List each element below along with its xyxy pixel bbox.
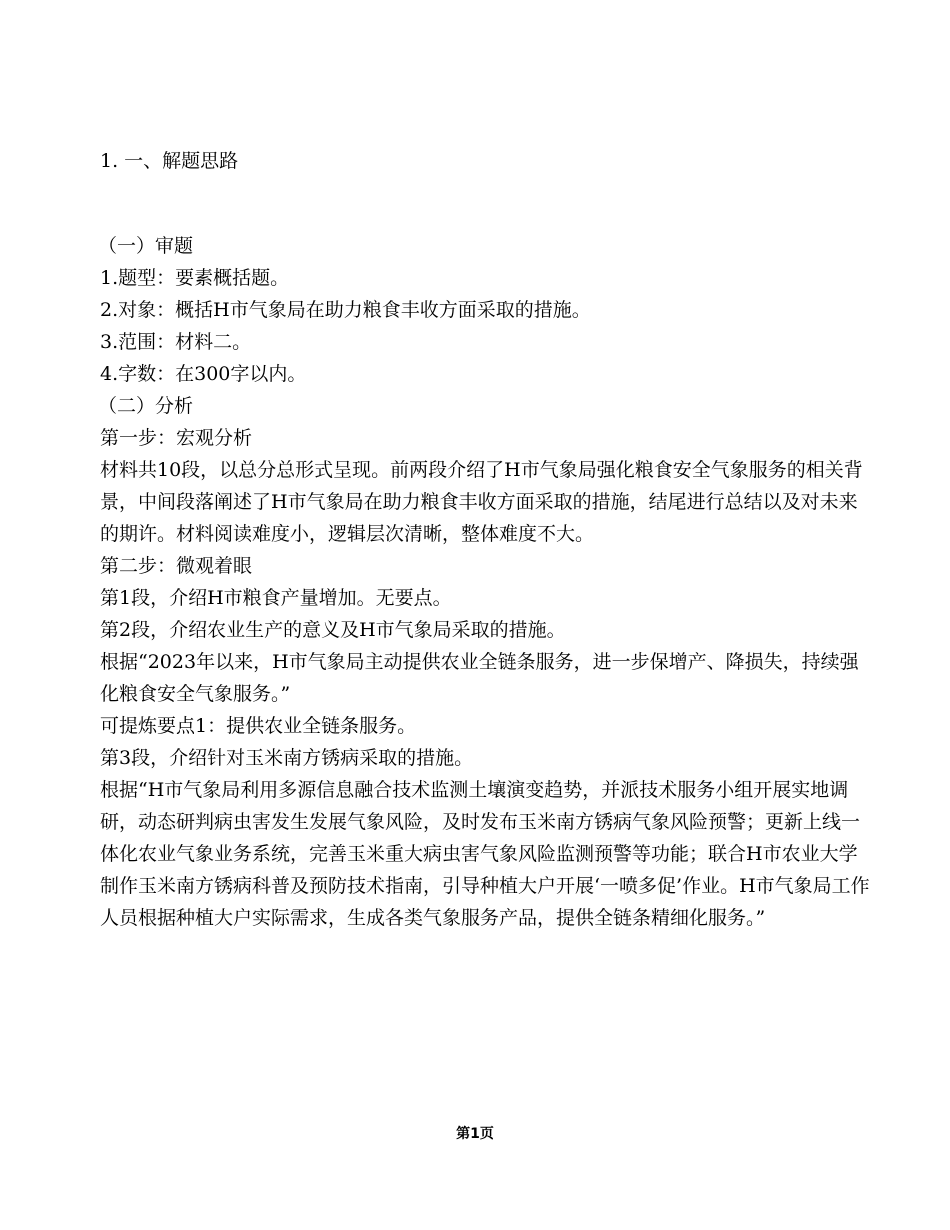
quote-paragraph-2: 根据“2023年以来，H市气象局主动提供农业全链条服务，进一步保增产、降损失，持续强化粮食安全气象服务。” bbox=[100, 651, 859, 705]
paragraph-3-note: 第3段，介绍针对玉米南方锈病采取的措施。 bbox=[100, 747, 474, 769]
item-question-type: 1.题型：要素概括题。 bbox=[100, 267, 290, 289]
item-object: 2.对象：概括H市气象局在助力粮食丰收方面采取的措施。 bbox=[100, 299, 591, 321]
paragraph-2-note: 第2段，介绍农业生产的意义及H市气象局采取的措施。 bbox=[100, 619, 566, 641]
key-point-1: 可提炼要点1：提供农业全链条服务。 bbox=[100, 715, 417, 737]
document-body bbox=[100, 230, 870, 934]
paragraph-1-note: 第1段，介绍H市粮食产量增加。无要点。 bbox=[100, 587, 452, 609]
item-word-count: 4.字数：在300字以内。 bbox=[100, 363, 307, 385]
subsection-title-review: （一）审题 bbox=[98, 235, 194, 257]
step-one-title: 第一步：宏观分析 bbox=[100, 427, 253, 449]
macro-analysis-text: 材料共10段，以总分总形式呈现。前两段介绍了H市气象局强化粮食安全气象服务的相关背景，中间段落阐述了H市气象局在助力粮食丰收方面采取的措施，结尾进行总结以及对未来的期许。材料阅读难度小，逻辑层次清晰，整体难度不大。 bbox=[100, 459, 863, 545]
section-heading: 1. 一、解题思路 bbox=[100, 150, 239, 172]
step-two-title: 第二步：微观着眼 bbox=[100, 555, 253, 577]
subsection-title-analysis: （二）分析 bbox=[98, 395, 194, 417]
page-number: 第1页 bbox=[456, 1126, 494, 1142]
item-scope: 3.范围：材料二。 bbox=[100, 331, 252, 353]
quote-paragraph-3: 根据“H市气象局利用多源信息融合技术监测土壤演变趋势，并派技术服务小组开展实地调研，动态研判病虫害发生发展气象风险，及时发布玉米南方锈病气象风险预警；更新上线一体化农业气象业务系统，完善玉米重大病虫害气象风险监测预警等功能；联合H市农业大学制作玉米南方锈病科普及预防技术指南，引导种植大户开展‘一喷多促’作业。H市气象局工作人员根据种植大户实际需求，生成各类气象服务产品，提供全链条精细化服务。” bbox=[100, 779, 870, 929]
